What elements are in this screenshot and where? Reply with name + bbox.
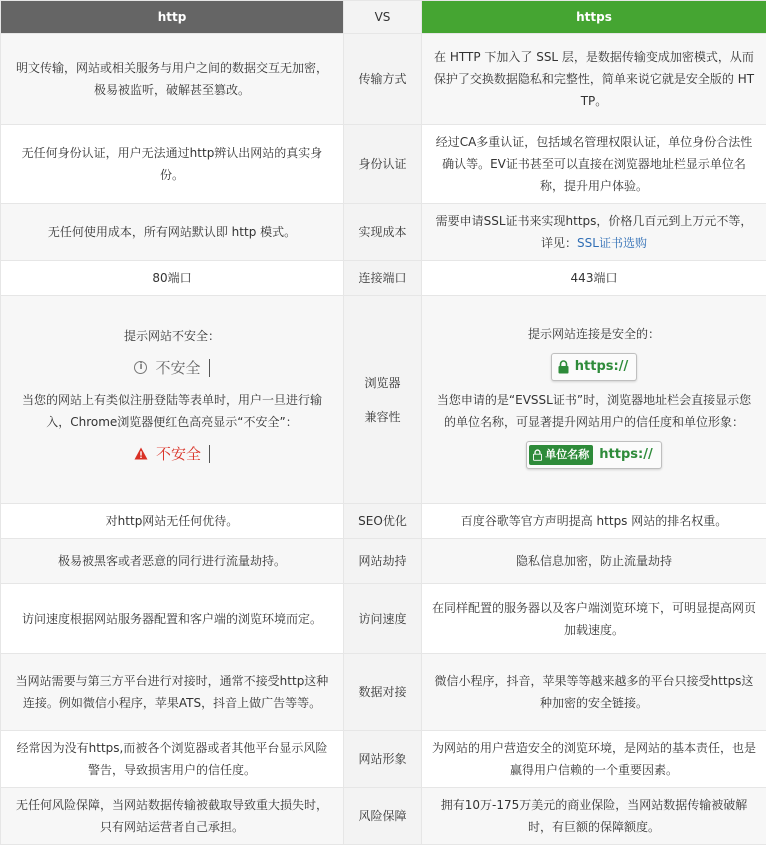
http-cell: 明文传输，网站或相关服务与用户之间的数据交互无加密，极易被监听，破解甚至篡改。 bbox=[1, 34, 344, 125]
aspect-cell: 访问速度 bbox=[344, 584, 422, 654]
header-http: http bbox=[1, 1, 344, 34]
table-row bbox=[1, 731, 766, 788]
lock-icon bbox=[558, 360, 569, 374]
cursor-bar bbox=[209, 445, 210, 463]
insecure-label: 不安全 bbox=[155, 358, 201, 377]
table-row bbox=[1, 788, 766, 845]
https-cell: 百度谷歌等官方声明提高 https 网站的排名权重。 bbox=[422, 504, 766, 539]
http-cell: 无任何身份认证，用户无法通过http辨认出网站的真实身份。 bbox=[1, 125, 344, 204]
http-form-note: 当您的网站上有类似注册登陆等表单时，用户一旦进行输入，Chrome浏览器便红色高亮显示“不安全”： bbox=[21, 392, 322, 429]
http-cell: 对http网站无任何优待。 bbox=[1, 504, 344, 539]
warning-triangle-icon bbox=[134, 447, 148, 460]
http-cell: 访问速度根据网站服务器配置和客户端的浏览环境而定。 bbox=[1, 584, 344, 654]
table-row bbox=[1, 504, 766, 539]
aspect-cell: 身份认证 bbox=[344, 125, 422, 204]
lock-icon bbox=[533, 449, 542, 461]
table-row bbox=[1, 584, 766, 654]
aspect-cell: SEO优化 bbox=[344, 504, 422, 539]
aspect-cell: 数据对接 bbox=[344, 654, 422, 731]
https-cell: 在同样配置的服务器以及客户端浏览环境下，可明显提高网页加载速度。 bbox=[422, 584, 766, 654]
cursor-bar bbox=[209, 359, 210, 377]
http-intro: 提示网站不安全： bbox=[123, 328, 220, 343]
aspect-cell: 实现成本 bbox=[344, 204, 422, 261]
https-cell bbox=[422, 296, 766, 504]
org-name-label bbox=[529, 445, 593, 465]
info-icon: i bbox=[134, 361, 147, 374]
https-cell bbox=[422, 204, 766, 261]
aspect-cell: 连接端口 bbox=[344, 261, 422, 296]
https-cell: 经过CA多重认证，包括域名管理权限认证，单位身份合法性确认等。EV证书甚至可以直接在浏览器地址栏显示单位名称，提升用户体验。 bbox=[422, 125, 766, 204]
aspect-cell: 网站形象 bbox=[344, 731, 422, 788]
aspect-cell: 网站劫持 bbox=[344, 539, 422, 584]
table-row bbox=[1, 296, 766, 504]
aspect-line1: 浏览器 bbox=[364, 375, 401, 390]
https-cell: 拥有10万-175万美元的商业保险，当网站数据传输被破解时，有巨额的保障额度。 bbox=[422, 788, 766, 845]
https-cell: 微信小程序，抖音，苹果等等越来越多的平台只接受https这种加密的安全链接。 bbox=[422, 654, 766, 731]
http-cell: 无任何使用成本，所有网站默认即 http 模式。 bbox=[1, 204, 344, 261]
secure-address-badge bbox=[551, 353, 637, 381]
table-row bbox=[1, 654, 766, 731]
http-cell: 无任何风险保障，当网站数据传输被截取导致重大损失时，只有网站运营者自己承担。 bbox=[1, 788, 344, 845]
http-cell: 极易被黑客或者恶意的同行进行流量劫持。 bbox=[1, 539, 344, 584]
ssl-cert-link[interactable]: SSL证书选购 bbox=[577, 236, 647, 250]
http-cell: 经常因为没有https,而被各个浏览器或者其他平台显示风险警告，导致损害用户的信任度。 bbox=[1, 731, 344, 788]
table-row bbox=[1, 34, 766, 125]
org-name-text: 单位名称 bbox=[545, 447, 590, 461]
header-https: https bbox=[422, 1, 766, 34]
https-intro: 提示网站连接是安全的： bbox=[527, 326, 660, 341]
secure-badge-text: https:// bbox=[574, 358, 629, 374]
http-cell bbox=[1, 296, 344, 504]
https-cell: 为网站的用户营造安全的浏览环境，是网站的基本责任，也是赢得用户信赖的一个重要因素。 bbox=[422, 731, 766, 788]
table-row bbox=[1, 125, 766, 204]
table-row bbox=[1, 539, 766, 584]
http-cell: 80端口 bbox=[1, 261, 344, 296]
aspect-cell bbox=[344, 296, 422, 504]
https-cell: 443端口 bbox=[422, 261, 766, 296]
header-row bbox=[1, 1, 766, 34]
ev-badge-text: https:// bbox=[599, 446, 653, 462]
https-cell: 在 HTTP 下加入了 SSL 层，是数据传输变成加密模式，从而保护了交换数据隐私和完整性，简单来说它就是安全版的 HTTP。 bbox=[422, 34, 766, 125]
https-cost-text: 需要申请SSL证书来实现https，价格几百元到上万元不等，详见： bbox=[435, 214, 753, 250]
insecure-indicator-red bbox=[134, 443, 210, 465]
aspect-cell: 风险保障 bbox=[344, 788, 422, 845]
header-vs: VS bbox=[344, 1, 422, 34]
aspect-cell: 传输方式 bbox=[344, 34, 422, 125]
table-row bbox=[1, 261, 766, 296]
https-ev-note: 当您申请的是“EVSSL证书”时，浏览器地址栏会直接显示您的单位名称，可显著提升网站用户的信任度和单位形象： bbox=[436, 392, 752, 429]
https-cell: 隐私信息加密，防止流量劫持 bbox=[422, 539, 766, 584]
insecure-label-red: 不安全 bbox=[155, 444, 201, 463]
aspect-line2: 兼容性 bbox=[364, 409, 401, 424]
http-cell: 当网站需要与第三方平台进行对接时，通常不接受http这种连接。例如微信小程序，苹果ATS，抖音上做广告等等。 bbox=[1, 654, 344, 731]
table-row bbox=[1, 204, 766, 261]
ev-address-badge bbox=[526, 441, 661, 469]
insecure-indicator bbox=[134, 357, 209, 379]
